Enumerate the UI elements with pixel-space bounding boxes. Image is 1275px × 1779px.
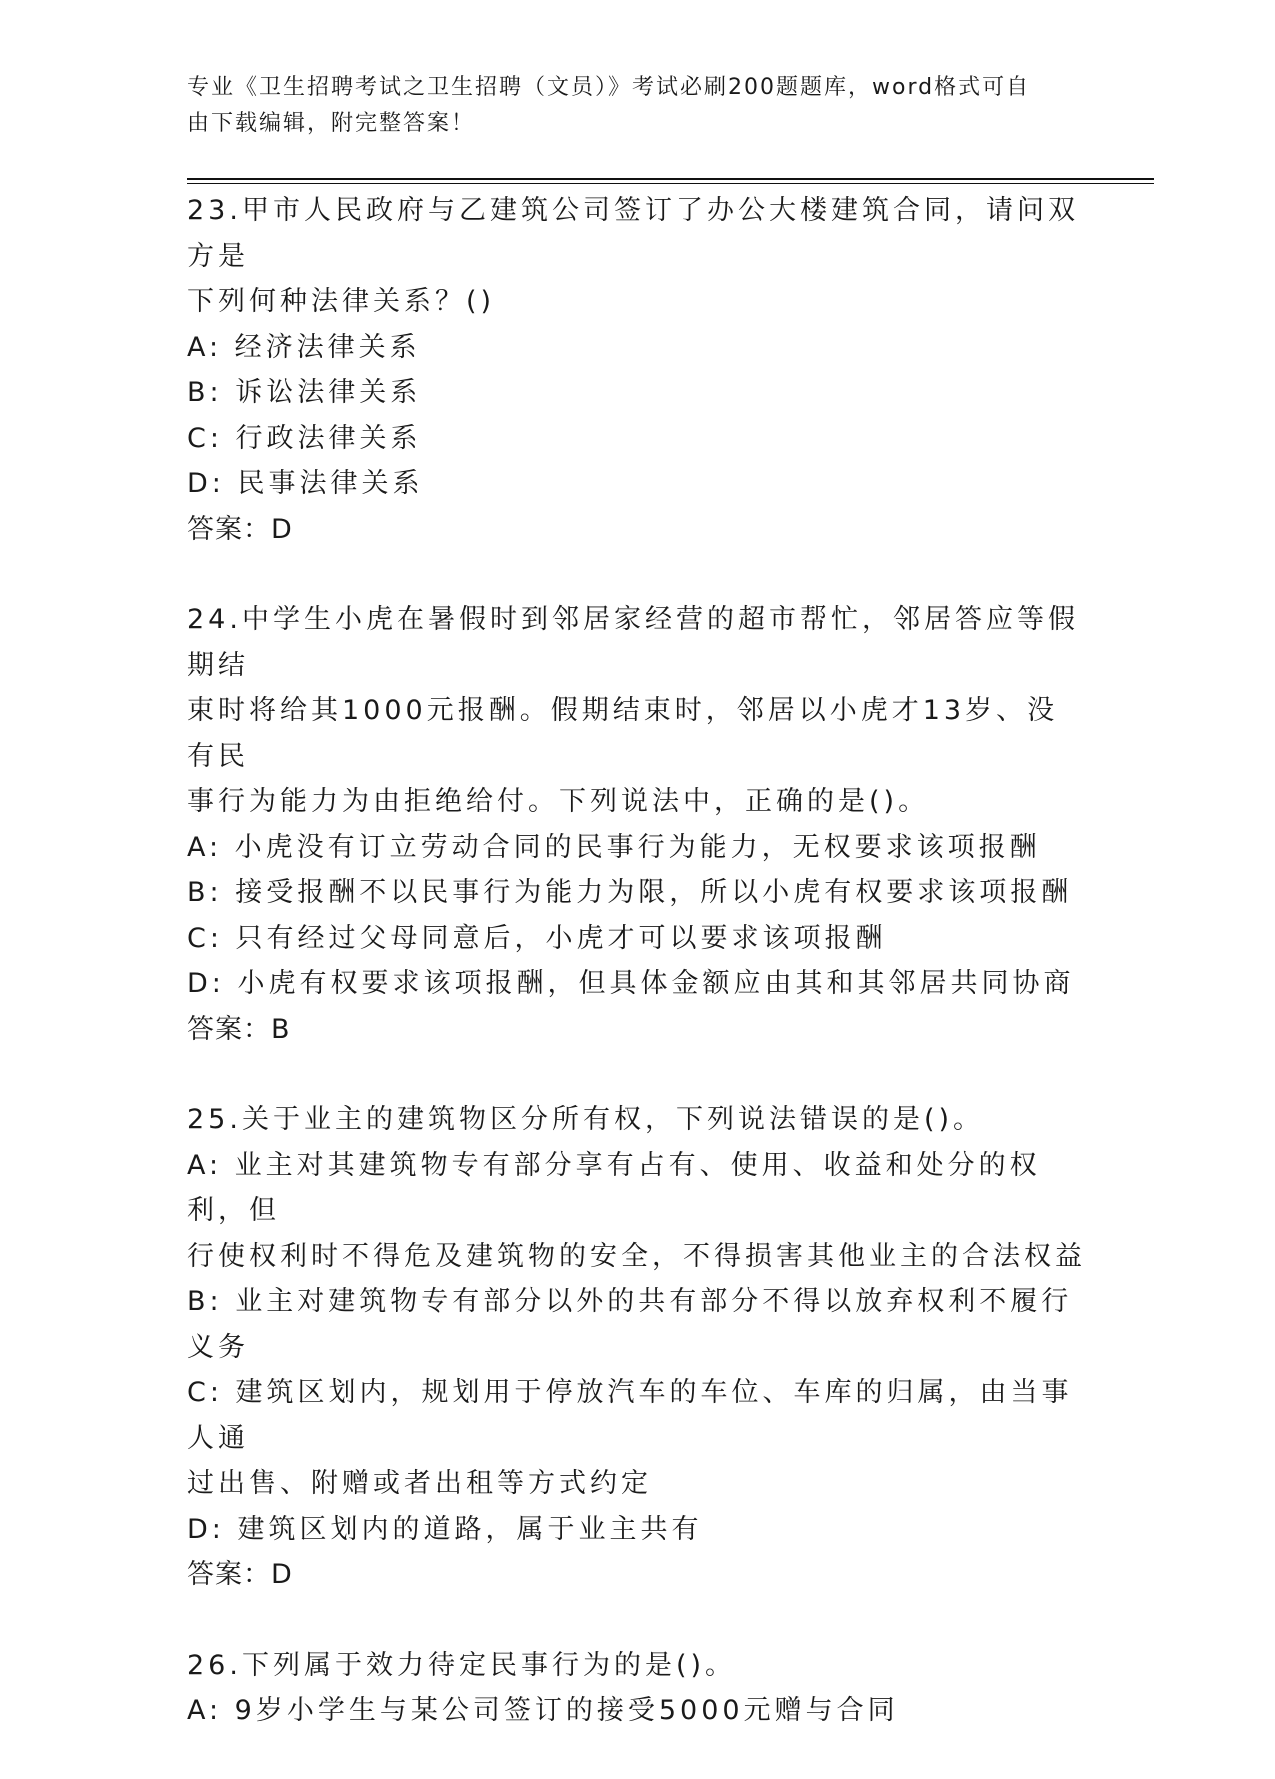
question-stem-line: 23.甲市人民政府与乙建筑公司签订了办公大楼建筑合同，请问双方是: [187, 195, 1079, 272]
answer-option-line: A: 小虎没有订立劳动合同的民事行为能力，无权要求该项报酬: [187, 831, 1041, 863]
answer-key: 答案：B: [187, 1013, 291, 1045]
answer-option-line: B: 接受报酬不以民事行为能力为限，所以小虎有权要求该项报酬: [187, 877, 1073, 908]
answer-key: 答案：D: [187, 1559, 293, 1590]
answer-option: [187, 870, 1087, 916]
header-line-1: 专业《卫生招聘考试之卫生招聘（文员）》考试必刷200题题库，word格式可自: [187, 75, 1031, 100]
answer-key: 答案：D: [187, 513, 293, 545]
answer-option: [187, 461, 1087, 507]
answer-option-line: C: 只有经过父母同意后，小虎才可以要求该项报酬: [187, 922, 887, 954]
answer-option-line: B: 诉讼法律关系: [187, 377, 422, 408]
answer-option-line: C: 建筑区划内，规划用于停放汽车的车位、车库的归属，由当事人通: [187, 1377, 1073, 1454]
answer-option: [187, 1143, 1087, 1280]
answer-option: [187, 370, 1087, 416]
question-block: [187, 597, 1087, 1052]
answer-option-line: A: 业主对其建筑物专有部分享有占有、使用、收益和处分的权利，但: [187, 1149, 1041, 1226]
question-block: [187, 1097, 1087, 1598]
header-divider-thick: [187, 178, 1154, 180]
answer-option-line: A: 9岁小学生与某公司签订的接受5000元赠与合同: [187, 1695, 899, 1726]
answer-option-line: C: 行政法律关系: [187, 422, 422, 454]
answer-option-line: D: 小虎有权要求该项报酬，但具体金额应由其和其邻居共同协商: [187, 968, 1075, 999]
question-stem-line: 事行为能力为由拒绝给付。下列说法中，正确的是()。: [187, 786, 930, 817]
answer-option-line: D: 建筑区划内的道路，属于业主共有: [187, 1513, 703, 1545]
question-stem-line: 下列何种法律关系？(): [187, 286, 496, 317]
answer-option-line: B: 业主对建筑物专有部分以外的共有部分不得以放弃权利不履行义务: [187, 1286, 1073, 1363]
question-stem-line: 24.中学生小虎在暑假时到邻居家经营的超市帮忙，邻居答应等假期结: [187, 604, 1079, 681]
answer-option-line: D: 民事法律关系: [187, 468, 424, 499]
question-list: [187, 188, 1087, 1779]
document-header: [187, 70, 1087, 142]
question-stem-line: 束时将给其1000元报酬。假期结束时，邻居以小虎才13岁、没有民: [187, 695, 1059, 772]
question-block: [187, 1643, 1087, 1734]
answer-option: [187, 825, 1087, 871]
answer-option: [187, 325, 1087, 371]
answer-option-line: 行使权利时不得危及建筑物的安全，不得损害其他业主的合法权益: [187, 1240, 1086, 1272]
answer-option-line: A: 经济法律关系: [187, 331, 421, 363]
header-divider-thin: [187, 183, 1154, 184]
answer-option: [187, 916, 1087, 962]
answer-option: [187, 1688, 1087, 1734]
answer-option: [187, 961, 1087, 1007]
question-stem-line: 25.关于业主的建筑物区分所有权，下列说法错误的是()。: [187, 1104, 985, 1135]
question-stem-line: 26.下列属于效力待定民事行为的是()。: [187, 1649, 737, 1681]
question-block: [187, 188, 1087, 552]
answer-option: [187, 1370, 1087, 1507]
answer-option-line: 过出售、附赠或者出租等方式约定: [187, 1468, 652, 1499]
answer-option: [187, 1507, 1087, 1553]
header-line-2: 由下载编辑，附完整答案！: [187, 111, 476, 136]
answer-option: [187, 416, 1087, 462]
answer-option: [187, 1279, 1087, 1370]
